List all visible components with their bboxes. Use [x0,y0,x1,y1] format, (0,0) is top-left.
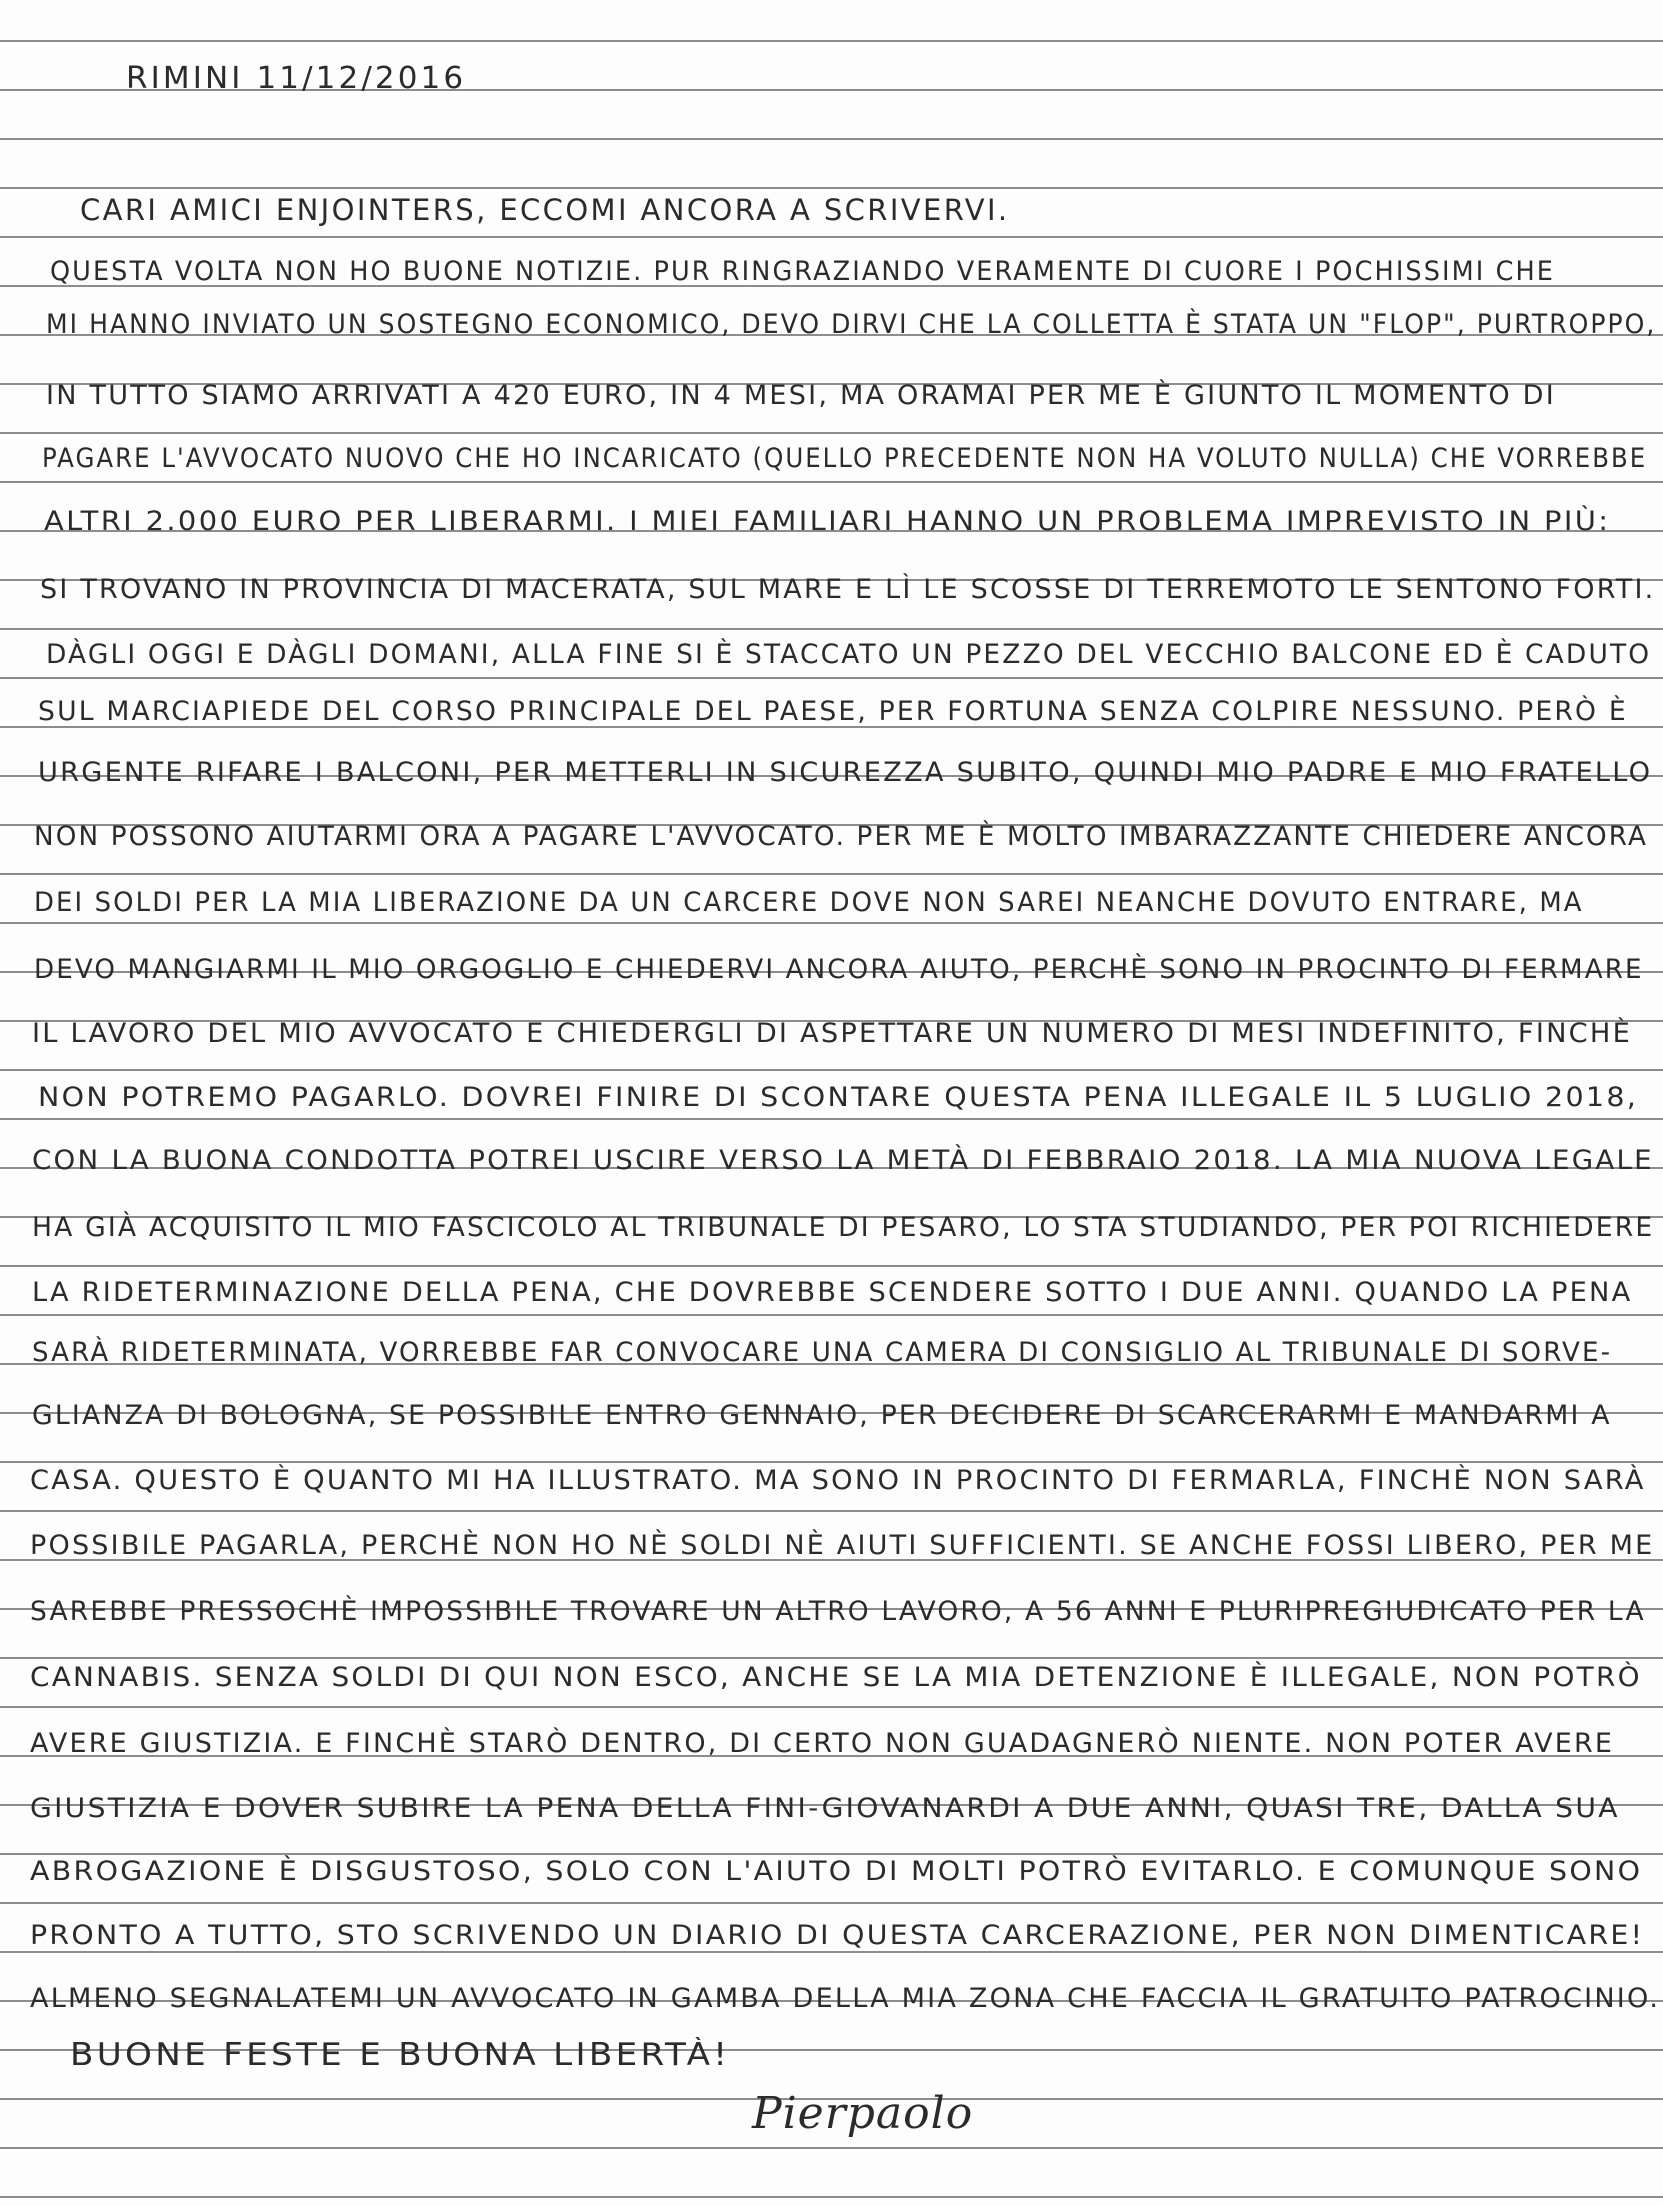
letter-line-10: NON POSSONO AIUTARMI ORA A PAGARE L'AVVOCATO. PER ME È MOLTO IMBARAZZANTE CHIEDERE ANCORA [34,821,1649,852]
letter-line-15: CON LA BUONA CONDOTTA POTREI USCIRE VERSO LA METÀ DI FEBBRAIO 2018. LA MIA NUOVA LEGALE [32,1145,1654,1176]
letter-line-3: IN TUTTO SIAMO ARRIVATI A 420 EURO, IN 4 MESI, MA ORAMAI PER ME È GIUNTO IL MOMENTO DI [46,380,1556,411]
letter-line-7: DÀGLI OGGI E DÀGLI DOMANI, ALLA FINE SI È STACCATO UN PEZZO DEL VECCHIO BALCONE ED È CADUTO [46,639,1652,670]
letter-signature: Pierpaolo [752,2088,974,2139]
letter-line-24: AVERE GIUSTIZIA. E FINCHÈ STARÒ DENTRO, DI CERTO NON GUADAGNERÒ NIENTE. NON POTER AVERE [30,1728,1615,1759]
letter-line-19: GLIANZA DI BOLOGNA, SE POSSIBILE ENTRO GENNAIO, PER DECIDERE DI SCARCERARMI E MANDARMI A [32,1400,1612,1431]
letter-line-28: ALMENO SEGNALATEMI UN AVVOCATO IN GAMBA DELLA MIA ZONA CHE FACCIA IL GRATUITO PATROCINIO. [30,1983,1661,2014]
letter-line-11: DEI SOLDI PER LA MIA LIBERAZIONE DA UN CARCERE DOVE NON SAREI NEANCHE DOVUTO ENTRARE, MA [34,887,1584,918]
letter-line-23: CANNABIS. SENZA SOLDI DI QUI NON ESCO, ANCHE SE LA MIA DETENZIONE È ILLEGALE, NON POTRÒ [30,1662,1642,1693]
letter-line-8: SUL MARCIAPIEDE DEL CORSO PRINCIPALE DEL PAESE, PER FORTUNA SENZA COLPIRE NESSUNO. PERÒ È [38,696,1628,727]
letter-closing: BUONE FESTE E BUONA LIBERTÀ! [70,2037,731,2073]
letter-line-2: MI HANNO INVIATO UN SOSTEGNO ECONOMICO, DEVO DIRVI CHE LA COLLETTA È STATA UN "FLOP", PURTROPPO, [46,309,1657,340]
letter-line-14: NON POTREMO PAGARLO. DOVREI FINIRE DI SCONTARE QUESTA PENA ILLEGALE IL 5 LUGLIO 2018, [38,1082,1639,1113]
letter-line-25: GIUSTIZIA E DOVER SUBIRE LA PENA DELLA FINI-GIOVANARDI A DUE ANNI, QUASI TRE, DALLA SUA [30,1793,1620,1824]
letter-line-27: PRONTO A TUTTO, STO SCRIVENDO UN DIARIO DI QUESTA CARCERAZIONE, PER NON DIMENTICARE! [30,1920,1645,1951]
letter-greeting: CARI AMICI ENJOINTERS, ECCOMI ANCORA A SCRIVERVI. [80,193,1010,227]
letter-line-6: SI TROVANO IN PROVINCIA DI MACERATA, SUL MARE E LÌ LE SCOSSE DI TERREMOTO LE SENTONO FORTI. [40,574,1656,605]
letter-date: RIMINI 11/12/2016 [126,61,467,96]
letter-line-1: QUESTA VOLTA NON HO BUONE NOTIZIE. PUR RINGRAZIANDO VERAMENTE DI CUORE I POCHISSIMI CHE [50,256,1555,287]
letter-line-13: IL LAVORO DEL MIO AVVOCATO E CHIEDERGLI DI ASPETTARE UN NUMERO DI MESI INDEFINITO, FINCHÈ [32,1018,1633,1049]
letter-line-17: LA RIDETERMINAZIONE DELLA PENA, CHE DOVREBBE SCENDERE SOTTO I DUE ANNI. QUANDO LA PENA [32,1277,1633,1308]
letter-line-4: PAGARE L'AVVOCATO NUOVO CHE HO INCARICATO (QUELLO PRECEDENTE NON HA VOLUTO NULLA) CHE VORREBBE [42,443,1648,474]
letter-line-5: ALTRI 2.000 EURO PER LIBERARMI. I MIEI FAMILIARI HANNO UN PROBLEMA IMPREVISTO IN PIÙ: [44,506,1611,537]
letter-line-18: SARÀ RIDETERMINATA, VORREBBE FAR CONVOCARE UNA CAMERA DI CONSIGLIO AL TRIBUNALE DI SORVE- [32,1337,1613,1368]
letter-line-21: POSSIBILE PAGARLA, PERCHÈ NON HO NÈ SOLDI NÈ AIUTI SUFFICIENTI. SE ANCHE FOSSI LIBERO, PER ME [30,1530,1655,1561]
letter-line-26: ABROGAZIONE È DISGUSTOSO, SOLO CON L'AIUTO DI MOLTI POTRÒ EVITARLO. E COMUNQUE SONO [30,1856,1643,1887]
letter-line-9: URGENTE RIFARE I BALCONI, PER METTERLI IN SICUREZZA SUBITO, QUINDI MIO PADRE E MIO FRATELLO [38,757,1653,788]
letter-line-12: DEVO MANGIARMI IL MIO ORGOGLIO E CHIEDERVI ANCORA AIUTO, PERCHÈ SONO IN PROCINTO DI FERMARE [34,954,1644,985]
letter-line-20: CASA. QUESTO È QUANTO MI HA ILLUSTRATO. MA SONO IN PROCINTO DI FERMARLA, FINCHÈ NON SARÀ [30,1465,1646,1496]
letter-line-16: HA GIÀ ACQUISITO IL MIO FASCICOLO AL TRIBUNALE DI PESARO, LO STA STUDIANDO, PER POI RICHIEDERE [32,1212,1655,1243]
letter-line-22: SAREBBE PRESSOCHÈ IMPOSSIBILE TROVARE UN ALTRO LAVORO, A 56 ANNI E PLURIPREGIUDICATO PER LA [30,1596,1646,1627]
